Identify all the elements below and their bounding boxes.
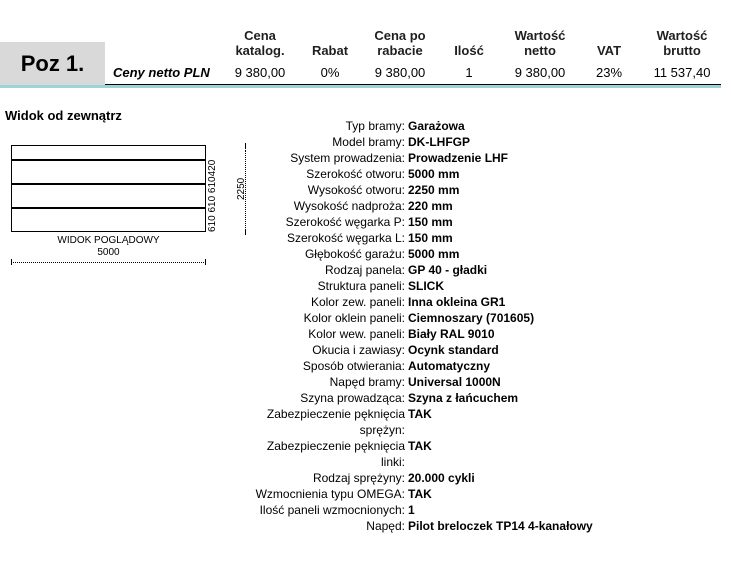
spec-value: GP 40 - gładki <box>408 263 488 277</box>
spec-row <box>240 518 720 534</box>
spec-row <box>240 342 720 358</box>
spec-row <box>240 278 720 294</box>
spec-value: Garażowa <box>408 119 465 133</box>
net-prices-label: Ceny netto PLN <box>113 65 210 80</box>
spec-row <box>240 198 720 214</box>
spec-row <box>240 294 720 310</box>
quantity-value: 1 <box>465 65 473 80</box>
spec-value: DK-LHFGP <box>408 135 470 149</box>
spec-label: Wysokość otworu: <box>307 183 405 197</box>
spec-value: Ocynk standard <box>408 343 499 357</box>
spec-label: Zabezpieczenie pęknięcia linki: <box>266 439 405 469</box>
spec-row <box>240 358 720 374</box>
spec-value: 220 mm <box>408 199 453 213</box>
spec-row <box>240 374 720 390</box>
spec-label: System prowadzenia: <box>290 151 405 165</box>
panel-divider <box>12 207 205 209</box>
vat-value: 23% <box>595 65 623 80</box>
spec-value: TAK <box>408 487 432 501</box>
spec-label: Sposób otwierania: <box>302 359 405 373</box>
discount-value: 0% <box>320 65 340 80</box>
spec-row <box>240 438 720 470</box>
spec-label: Szerokość węgarka P: <box>285 215 405 229</box>
header-catalog-price: Cena katalog. <box>235 28 285 58</box>
spec-value: Automatyczny <box>408 359 491 373</box>
width-label: 5000 <box>97 247 120 258</box>
spec-value: Szyna z łańcuchem <box>408 391 519 405</box>
header-discount: Rabat <box>311 43 349 58</box>
spec-row <box>240 150 720 166</box>
spec-row <box>240 166 720 182</box>
header-quantity: Ilość <box>454 43 484 58</box>
spec-label: Kolor zew. paneli: <box>310 295 405 309</box>
spec-value: 2250 mm <box>408 183 460 197</box>
spec-row <box>240 486 720 502</box>
spec-label: Szerokość węgarka L: <box>286 231 405 245</box>
section-title: Widok od zewnątrz <box>5 108 122 123</box>
net-value-value: 9 380,00 <box>514 65 566 80</box>
spec-label: Szerokość otworu: <box>306 167 405 181</box>
spec-label: Model bramy: <box>332 135 405 149</box>
spec-label: Szyna prowadząca: <box>300 391 405 405</box>
spec-value: TAK <box>408 407 432 421</box>
spec-value: 1 <box>408 503 415 517</box>
spec-row <box>240 502 720 518</box>
width-dimension-line <box>11 262 206 263</box>
spec-value: 5000 mm <box>408 247 460 261</box>
header-discounted-price: Cena po rabacie <box>374 28 426 58</box>
spec-value: 150 mm <box>408 231 453 245</box>
panel-divider <box>12 183 205 185</box>
spec-value: 150 mm <box>408 215 453 229</box>
discounted-price-value: 9 380,00 <box>374 65 426 80</box>
view-label <box>11 235 206 259</box>
spec-value: TAK <box>408 439 432 453</box>
spec-value: Universal 1000N <box>408 375 501 389</box>
spec-label: Okucia i zawiasy: <box>312 343 405 357</box>
spec-label: Zabezpieczenie pęknięcia sprężyn: <box>266 407 405 437</box>
gross-value-value: 11 537,40 <box>653 65 711 80</box>
spec-label: Głębokość garażu: <box>304 247 405 261</box>
spec-label: Napęd: <box>366 519 405 533</box>
door-drawing <box>11 145 206 232</box>
spec-row <box>240 230 720 246</box>
spec-value: Pilot breloczek TP14 4-kanałowy <box>408 519 593 533</box>
spec-row <box>240 470 720 486</box>
spec-label: Wzmocnienia typu OMEGA: <box>255 487 405 501</box>
spec-row <box>240 246 720 262</box>
spec-label: Rodzaj sprężyny: <box>312 471 405 485</box>
spec-value: 20.000 cykli <box>408 471 475 485</box>
spec-row <box>240 406 720 438</box>
spec-row <box>240 310 720 326</box>
spec-row <box>240 134 720 150</box>
spec-value: Prowadzenie LHF <box>408 151 509 165</box>
spec-value: Biały RAL 9010 <box>408 327 495 341</box>
spec-value: SLICK <box>408 279 444 293</box>
spec-row <box>240 182 720 198</box>
spec-label: Kolor wew. paneli: <box>308 327 405 341</box>
spec-row <box>240 262 720 278</box>
dimension-tick <box>205 259 206 265</box>
spec-row <box>240 326 720 342</box>
panel-divider <box>12 159 205 161</box>
spec-list <box>240 118 720 534</box>
position-label: Poz 1. <box>0 42 105 85</box>
spec-value: Ciemnoszary (701605) <box>408 311 535 325</box>
spec-row <box>240 118 720 134</box>
height-label: 2250 <box>236 177 247 200</box>
view-title: WIDOK POGLĄDOWY <box>57 235 160 246</box>
spec-label: Struktura paneli: <box>317 279 405 293</box>
spec-label: Rodzaj panela: <box>324 263 405 277</box>
header-vat: VAT <box>596 43 622 58</box>
spec-value: 5000 mm <box>408 167 460 181</box>
accent-bar <box>0 85 721 88</box>
panel-heights-label: 610 610 610420 <box>207 159 218 232</box>
catalog-price-value: 9 380,00 <box>234 65 286 80</box>
spec-label: Wysokość nadproża: <box>293 199 405 213</box>
spec-value: Inna okleina GR1 <box>408 295 506 309</box>
spec-row <box>240 214 720 230</box>
spec-label: Typ bramy: <box>345 119 405 133</box>
spec-label: Ilość paneli wzmocnionych: <box>259 503 405 517</box>
header-gross-value: Wartość brutto <box>656 28 708 58</box>
spec-label: Napęd bramy: <box>329 375 405 389</box>
header-net-value: Wartość netto <box>514 28 566 58</box>
spec-label: Kolor oklein paneli: <box>303 311 405 325</box>
spec-row <box>240 390 720 406</box>
